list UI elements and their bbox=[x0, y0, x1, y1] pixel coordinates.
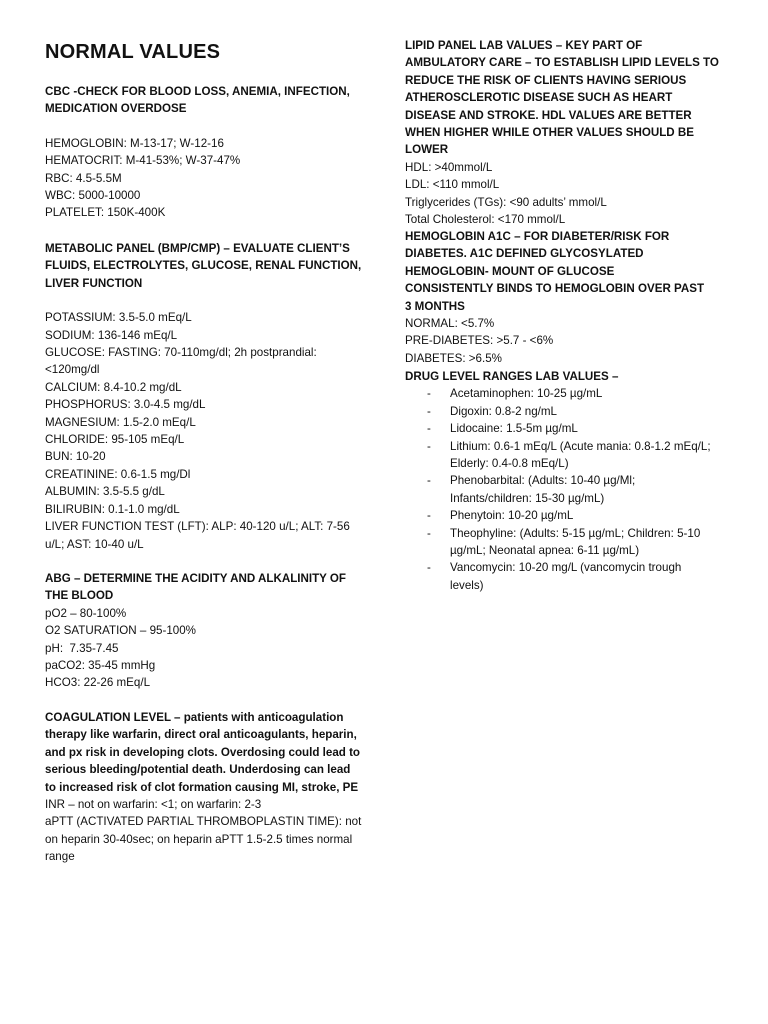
list-item bbox=[405, 525, 715, 560]
abg-section bbox=[45, 570, 355, 692]
lipid-value: Triglycerides (TGs): <90 adults’ mmol/L bbox=[405, 195, 607, 209]
a1c-heading: HEMOGLOBIN A1C – FOR DIABETER/RISK FOR DIABETES. A1C DEFINED GLYCOSYLATED HEMOGLOBIN- MOUNT OF GLUCOSE CONSISTENTLY BINDS TO HEMOGLOBIN OVER PAST 3 MONTHS bbox=[405, 230, 705, 313]
metabolic-value: MAGNESIUM: 1.5-2.0 mEq/L bbox=[45, 415, 196, 429]
drug-levels-heading: DRUG LEVEL RANGES LAB VALUES – bbox=[405, 370, 619, 383]
lipid-section bbox=[405, 37, 725, 228]
abg-value: HCO3: 22-26 mEq/L bbox=[45, 676, 151, 690]
list-item bbox=[405, 403, 715, 420]
metabolic-value: BILIRUBIN: 0.1-1.0 mg/dL bbox=[45, 502, 180, 516]
dash-marker: - bbox=[427, 387, 431, 401]
drug-range: Theophyline: (Adults: 5-15 µg/mL; Children: 5-10 µg/mL; Neonatal apnea: 6-11 µg/mL) bbox=[450, 526, 701, 558]
lipid-value: LDL: <110 mmol/L bbox=[405, 178, 500, 192]
coagulation-value: INR – not on warfarin: <1; on warfarin: 2-3 bbox=[45, 798, 262, 812]
metabolic-value: PHOSPHORUS: 3.0-4.5 mg/dL bbox=[45, 398, 206, 412]
metabolic-section bbox=[45, 240, 363, 553]
metabolic-value: GLUCOSE: FASTING: 70-110mg/dl; 2h postprandial: <120mg/dl bbox=[45, 346, 317, 377]
coagulation-value: aPTT (ACTIVATED PARTIAL THROMBOPLASTIN TIME): not on heparin 30-40sec; on heparin aPTT 1.5-2.5 times normal range bbox=[45, 815, 362, 864]
list-item bbox=[405, 385, 715, 402]
lipid-heading: LIPID PANEL LAB VALUES – KEY PART OF AMBULATORY CARE – TO ESTABLISH LIPID LEVELS TO REDUCE THE RISK OF CLIENTS HAVING SERIOUS ATHEROSCLEROTIC DISEASE SUCH AS HEART DISEASE AND STROKE. HDL VALUES ARE BETTER WHEN HIGHER WHILE OTHER VALUES SHOULD BE LOWER bbox=[405, 39, 719, 157]
cbc-value: WBC: 5000-10000 bbox=[45, 189, 141, 203]
a1c-value: PRE-DIABETES: >5.7 - <6% bbox=[405, 334, 554, 348]
page-title: NORMAL VALUES bbox=[45, 41, 221, 63]
dash-marker: - bbox=[427, 561, 431, 575]
cbc-value: HEMOGLOBIN: M-13-17; W-12-16 bbox=[45, 136, 224, 150]
metabolic-value: CALCIUM: 8.4-10.2 mg/dL bbox=[45, 380, 182, 394]
drug-levels-section bbox=[405, 368, 715, 594]
metabolic-value: SODIUM: 136-146 mEq/L bbox=[45, 328, 178, 342]
abg-value: O2 SATURATION – 95-100% bbox=[45, 624, 196, 638]
abg-value: paCO2: 35-45 mmHg bbox=[45, 659, 156, 673]
a1c-value: NORMAL: <5.7% bbox=[405, 317, 495, 331]
drug-range: Phenobarbital: (Adults: 10-40 µg/Ml; Infants/children: 15-30 µg/mL) bbox=[450, 474, 636, 505]
drug-range: Acetaminophen: 10-25 µg/mL bbox=[450, 387, 603, 401]
list-item bbox=[405, 420, 715, 437]
list-item bbox=[405, 438, 715, 473]
metabolic-value: POTASSIUM: 3.5-5.0 mEq/L bbox=[45, 311, 192, 325]
drug-range: Lidocaine: 1.5-5m µg/mL bbox=[450, 422, 578, 436]
drug-range: Lithium: 0.6-1 mEq/L (Acute mania: 0.8-1.2 mEq/L; Elderly: 0.4-0.8 mEq/L) bbox=[450, 439, 711, 471]
dash-marker: - bbox=[427, 526, 431, 540]
cbc-heading: CBC -CHECK FOR BLOOD LOSS, ANEMIA, INFECTION, MEDICATION OVERDOSE bbox=[45, 85, 350, 116]
metabolic-heading: METABOLIC PANEL (BMP/CMP) – EVALUATE CLIENT’S FLUIDS, ELECTROLYTES, GLUCOSE, RENAL FUNCTION, LIVER FUNCTION bbox=[45, 242, 362, 290]
dash-marker: - bbox=[427, 474, 431, 488]
drug-range: Digoxin: 0.8-2 ng/mL bbox=[450, 404, 557, 418]
abg-value: pO2 – 80-100% bbox=[45, 606, 127, 620]
dash-marker: - bbox=[427, 509, 431, 523]
dash-marker: - bbox=[427, 404, 431, 418]
abg-value: pH: 7.35-7.45 bbox=[45, 641, 119, 655]
metabolic-value: LIVER FUNCTION TEST (LFT): ALP: 40-120 u/L; ALT: 7-56 u/L; AST: 10-40 u/L bbox=[45, 520, 350, 551]
metabolic-value: CREATININE: 0.6-1.5 mg/Dl bbox=[45, 467, 191, 481]
cbc-value: RBC: 4.5-5.5M bbox=[45, 171, 122, 185]
abg-heading: ABG – DETERMINE THE ACIDITY AND ALKALINITY OF THE BLOOD bbox=[45, 572, 347, 603]
list-item bbox=[405, 472, 715, 507]
metabolic-value: BUN: 10-20 bbox=[45, 450, 106, 464]
dash-marker: - bbox=[427, 439, 431, 453]
cbc-value: PLATELET: 150K-400K bbox=[45, 206, 166, 220]
metabolic-value: CHLORIDE: 95-105 mEq/L bbox=[45, 433, 185, 447]
cbc-section bbox=[45, 83, 355, 222]
metabolic-value: ALBUMIN: 3.5-5.5 g/dL bbox=[45, 485, 165, 499]
coagulation-section bbox=[45, 709, 363, 866]
cbc-value: HEMATOCRIT: M-41-53%; W-37-47% bbox=[45, 154, 241, 168]
coagulation-heading: COAGULATION LEVEL – patients with anticoagulation therapy like warfarin, direct oral anticoagulants, heparin, and px risk in developing clots. Overdosing could lead to serious bleeding/potential death. Underdosing can lead to increased risk of clot formation causing MI, stroke, PE bbox=[45, 711, 361, 794]
lipid-value: HDL: >40mmol/L bbox=[405, 160, 493, 174]
drug-range: Phenytoin: 10-20 µg/mL bbox=[450, 509, 574, 523]
list-item bbox=[405, 559, 715, 594]
drug-range: Vancomycin: 10-20 mg/L (vancomycin trough levels) bbox=[450, 561, 682, 592]
lipid-value: Total Cholesterol: <170 mmol/L bbox=[405, 213, 566, 227]
a1c-section bbox=[405, 228, 705, 367]
dash-marker: - bbox=[427, 422, 431, 436]
drug-list bbox=[405, 385, 715, 594]
list-item bbox=[405, 507, 715, 524]
a1c-value: DIABETES: >6.5% bbox=[405, 351, 502, 365]
